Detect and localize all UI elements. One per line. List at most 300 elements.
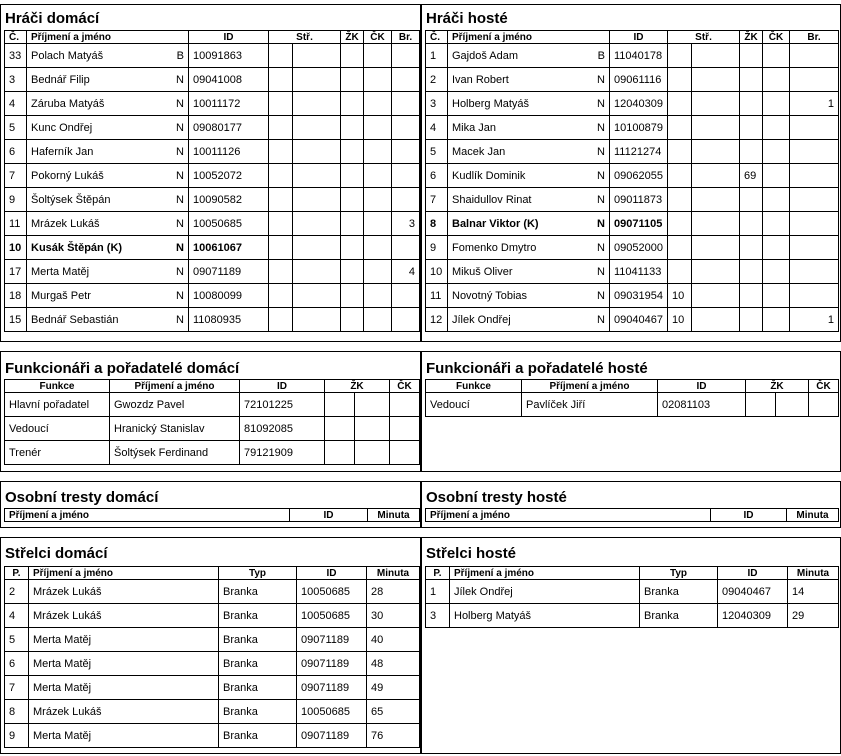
player-name: Šoltýsek Štěpán <box>27 188 167 212</box>
officials-home-table <box>4 379 420 465</box>
player-goals <box>392 164 420 188</box>
player-yellow-card <box>740 284 763 308</box>
player-goals <box>392 308 420 332</box>
player-position: N <box>167 164 189 188</box>
header-no: Č. <box>5 31 27 44</box>
scorer-order: 9 <box>5 724 29 748</box>
table-row <box>5 188 420 212</box>
officials-away-title: Funkcionáři a pořadatelé hosté <box>426 360 648 377</box>
table-row <box>5 284 420 308</box>
scorer-name: Merta Matěj <box>29 628 219 652</box>
player-red-card <box>364 116 392 140</box>
header-id: ID <box>711 509 787 522</box>
player-goals <box>790 236 839 260</box>
header-name: Příjmení a jméno <box>110 380 240 393</box>
table-row <box>5 236 420 260</box>
player-goals <box>790 116 839 140</box>
player-id: 10061067 <box>189 236 269 260</box>
player-id: 10091863 <box>189 44 269 68</box>
player-red-card <box>763 308 790 332</box>
player-name: Haferník Jan <box>27 140 167 164</box>
player-red-card <box>763 164 790 188</box>
player-yellow-card <box>341 140 364 164</box>
table-row <box>426 44 839 68</box>
player-number: 9 <box>426 236 448 260</box>
player-substitution <box>668 44 692 68</box>
empty-cell <box>692 284 740 308</box>
official-red-card <box>390 393 420 417</box>
player-number: 33 <box>5 44 27 68</box>
official-function: Vedoucí <box>5 417 110 441</box>
table-row <box>426 604 839 628</box>
scorers-home-body <box>5 580 420 748</box>
player-id: 11040178 <box>610 44 668 68</box>
players-away-table <box>425 30 839 332</box>
player-name: Bednář Filip <box>27 68 167 92</box>
table-row <box>426 260 839 284</box>
scorer-name: Holberg Matyáš <box>450 604 640 628</box>
header-name: Příjmení a jméno <box>27 31 189 44</box>
player-substitution <box>269 212 293 236</box>
player-position: N <box>588 260 610 284</box>
players-home-body <box>5 44 420 332</box>
empty-cell <box>692 236 740 260</box>
empty-cell <box>325 393 355 417</box>
table-row <box>5 724 420 748</box>
player-substitution <box>668 68 692 92</box>
table-row <box>5 92 420 116</box>
scorer-order: 6 <box>5 652 29 676</box>
player-position: N <box>167 116 189 140</box>
player-substitution: 10 <box>668 284 692 308</box>
player-red-card <box>763 140 790 164</box>
player-number: 8 <box>426 212 448 236</box>
player-position: B <box>167 44 189 68</box>
scorer-minute: 28 <box>367 580 420 604</box>
player-number: 5 <box>5 116 27 140</box>
header-func: Funkce <box>5 380 110 393</box>
official-function: Hlavní pořadatel <box>5 393 110 417</box>
player-goals <box>790 164 839 188</box>
official-name: Gwozdz Pavel <box>110 393 240 417</box>
player-id: 09062055 <box>610 164 668 188</box>
player-yellow-card <box>341 68 364 92</box>
player-substitution <box>269 284 293 308</box>
player-position: N <box>588 68 610 92</box>
player-red-card <box>364 68 392 92</box>
player-name: Kudlík Dominik <box>448 164 588 188</box>
header-id: ID <box>240 380 325 393</box>
player-number: 7 <box>5 164 27 188</box>
player-name: Kunc Ondřej <box>27 116 167 140</box>
player-id: 09041008 <box>189 68 269 92</box>
player-name: Balnar Viktor (K) <box>448 212 588 236</box>
official-yellow-card <box>355 417 390 441</box>
player-position: N <box>588 308 610 332</box>
officials-home-title: Funkcionáři a pořadatelé domácí <box>5 360 240 377</box>
table-row <box>426 284 839 308</box>
official-red-card <box>390 441 420 465</box>
player-yellow-card <box>341 92 364 116</box>
table-row <box>5 44 420 68</box>
empty-cell <box>325 417 355 441</box>
player-name: Bednář Sebastián <box>27 308 167 332</box>
player-goals <box>392 140 420 164</box>
player-red-card <box>364 284 392 308</box>
empty-cell <box>692 260 740 284</box>
header-ck: ČK <box>364 31 392 44</box>
player-yellow-card <box>740 308 763 332</box>
scorer-minute: 29 <box>788 604 839 628</box>
penalties-away-title: Osobní tresty hosté <box>426 489 567 506</box>
player-position: N <box>588 92 610 116</box>
player-goals <box>790 212 839 236</box>
table-row <box>426 140 839 164</box>
scorer-minute: 48 <box>367 652 420 676</box>
player-yellow-card <box>341 188 364 212</box>
player-goals <box>392 284 420 308</box>
table-row <box>426 68 839 92</box>
scorer-name: Mrázek Lukáš <box>29 700 219 724</box>
header-name: Příjmení a jméno <box>450 567 640 580</box>
player-id: 10052072 <box>189 164 269 188</box>
player-name: Ivan Robert <box>448 68 588 92</box>
scorer-type: Branka <box>219 676 297 700</box>
empty-cell <box>293 68 341 92</box>
player-yellow-card <box>341 164 364 188</box>
official-yellow-card <box>776 393 809 417</box>
player-red-card <box>763 212 790 236</box>
player-number: 11 <box>426 284 448 308</box>
player-yellow-card <box>341 44 364 68</box>
player-position: B <box>588 44 610 68</box>
official-id: 79121909 <box>240 441 325 465</box>
player-substitution <box>269 116 293 140</box>
scorer-type: Branka <box>640 580 718 604</box>
scorer-minute: 49 <box>367 676 420 700</box>
player-id: 12040309 <box>610 92 668 116</box>
scorers-home-table <box>4 566 420 748</box>
player-substitution <box>269 236 293 260</box>
official-name: Šoltýsek Ferdinand <box>110 441 240 465</box>
table-row <box>5 417 420 441</box>
official-function: Trenér <box>5 441 110 465</box>
player-red-card <box>763 44 790 68</box>
player-id: 09052000 <box>610 236 668 260</box>
official-id: 02081103 <box>658 393 746 417</box>
player-position: N <box>588 140 610 164</box>
player-yellow-card <box>740 212 763 236</box>
player-goals <box>392 68 420 92</box>
header-minute: Minuta <box>368 509 420 522</box>
header-name: Příjmení a jméno <box>426 509 711 522</box>
table-row <box>5 164 420 188</box>
table-row <box>5 628 420 652</box>
scorer-id: 09071189 <box>297 676 367 700</box>
header-br: Br. <box>790 31 839 44</box>
scorer-order: 7 <box>5 676 29 700</box>
scorer-id: 12040309 <box>718 604 788 628</box>
player-red-card <box>364 188 392 212</box>
player-goals: 1 <box>790 308 839 332</box>
table-row <box>5 700 420 724</box>
player-goals: 1 <box>790 92 839 116</box>
official-name: Hranický Stanislav <box>110 417 240 441</box>
scorer-type: Branka <box>640 604 718 628</box>
empty-cell <box>293 140 341 164</box>
header-no: Č. <box>426 31 448 44</box>
player-name: Merta Matěj <box>27 260 167 284</box>
player-name: Pokorný Lukáš <box>27 164 167 188</box>
player-number: 1 <box>426 44 448 68</box>
player-name: Záruba Matyáš <box>27 92 167 116</box>
table-row <box>426 308 839 332</box>
table-header-row <box>426 509 839 522</box>
player-number: 18 <box>5 284 27 308</box>
player-position: N <box>588 164 610 188</box>
player-red-card <box>763 284 790 308</box>
empty-cell <box>293 308 341 332</box>
player-substitution <box>269 44 293 68</box>
scorer-minute: 76 <box>367 724 420 748</box>
player-name: Holberg Matyáš <box>448 92 588 116</box>
player-red-card <box>364 92 392 116</box>
player-name: Fomenko Dmytro <box>448 236 588 260</box>
player-number: 4 <box>426 116 448 140</box>
scorer-order: 1 <box>426 580 450 604</box>
player-name: Macek Jan <box>448 140 588 164</box>
empty-cell <box>692 308 740 332</box>
player-substitution <box>668 140 692 164</box>
player-substitution <box>668 260 692 284</box>
player-name: Novotný Tobias <box>448 284 588 308</box>
header-name: Příjmení a jméno <box>5 509 290 522</box>
table-header-row <box>426 567 839 580</box>
scorer-id: 10050685 <box>297 700 367 724</box>
table-row <box>426 116 839 140</box>
scorer-minute: 40 <box>367 628 420 652</box>
empty-cell <box>293 188 341 212</box>
player-yellow-card <box>740 260 763 284</box>
players-home-title: Hráči domácí <box>5 10 100 27</box>
official-id: 72101225 <box>240 393 325 417</box>
scorer-type: Branka <box>219 724 297 748</box>
player-id: 09071105 <box>610 212 668 236</box>
player-id: 10011172 <box>189 92 269 116</box>
scorer-name: Merta Matěj <box>29 652 219 676</box>
table-header-row <box>426 31 839 44</box>
player-red-card <box>763 68 790 92</box>
player-yellow-card <box>341 116 364 140</box>
player-position: N <box>167 236 189 260</box>
player-number: 4 <box>5 92 27 116</box>
header-id: ID <box>290 509 368 522</box>
player-yellow-card <box>341 236 364 260</box>
table-row <box>426 212 839 236</box>
scorer-order: 5 <box>5 628 29 652</box>
player-position: N <box>167 188 189 212</box>
player-yellow-card <box>740 116 763 140</box>
player-goals <box>392 236 420 260</box>
player-position: N <box>167 68 189 92</box>
header-func: Funkce <box>426 380 522 393</box>
player-red-card <box>364 308 392 332</box>
player-name: Shaidullov Rinat <box>448 188 588 212</box>
empty-cell <box>692 188 740 212</box>
players-away-title: Hráči hosté <box>426 10 508 27</box>
player-yellow-card <box>740 188 763 212</box>
header-zk: ŽK <box>325 380 390 393</box>
header-name: Příjmení a jméno <box>29 567 219 580</box>
scorer-id: 09071189 <box>297 628 367 652</box>
player-name: Mika Jan <box>448 116 588 140</box>
scorer-id: 09071189 <box>297 652 367 676</box>
scorer-name: Jílek Ondřej <box>450 580 640 604</box>
header-minute: Minuta <box>787 509 839 522</box>
empty-cell <box>692 212 740 236</box>
player-number: 2 <box>426 68 448 92</box>
scorer-name: Mrázek Lukáš <box>29 580 219 604</box>
table-row <box>5 212 420 236</box>
player-yellow-card <box>341 260 364 284</box>
player-substitution <box>269 188 293 212</box>
official-yellow-card <box>355 393 390 417</box>
scorer-type: Branka <box>219 700 297 724</box>
scorer-id: 09071189 <box>297 724 367 748</box>
player-id: 09040467 <box>610 308 668 332</box>
header-zk: ŽK <box>740 31 763 44</box>
header-name: Příjmení a jméno <box>448 31 610 44</box>
empty-cell <box>293 236 341 260</box>
header-br: Br. <box>392 31 420 44</box>
scorer-minute: 14 <box>788 580 839 604</box>
player-goals: 3 <box>392 212 420 236</box>
player-substitution <box>269 92 293 116</box>
player-id: 10011126 <box>189 140 269 164</box>
player-number: 11 <box>5 212 27 236</box>
table-row <box>5 676 420 700</box>
player-number: 17 <box>5 260 27 284</box>
player-id: 10050685 <box>189 212 269 236</box>
player-position: N <box>167 212 189 236</box>
empty-cell <box>293 212 341 236</box>
empty-cell <box>293 92 341 116</box>
header-type: Typ <box>640 567 718 580</box>
empty-cell <box>692 68 740 92</box>
player-goals <box>392 116 420 140</box>
player-red-card <box>763 236 790 260</box>
player-substitution <box>668 212 692 236</box>
player-substitution <box>668 92 692 116</box>
official-function: Vedoucí <box>426 393 522 417</box>
player-red-card <box>763 92 790 116</box>
player-number: 7 <box>426 188 448 212</box>
player-yellow-card <box>740 236 763 260</box>
empty-cell <box>692 164 740 188</box>
player-yellow-card <box>740 140 763 164</box>
player-goals <box>790 68 839 92</box>
penalties-away-table <box>425 508 839 522</box>
players-away-body <box>426 44 839 332</box>
header-p: P. <box>5 567 29 580</box>
header-id: ID <box>658 380 746 393</box>
player-yellow-card <box>740 92 763 116</box>
player-goals <box>790 260 839 284</box>
player-goals: 4 <box>392 260 420 284</box>
table-row <box>426 188 839 212</box>
players-home-table <box>4 30 420 332</box>
header-id: ID <box>718 567 788 580</box>
scorers-away-title: Střelci hosté <box>426 545 517 562</box>
player-id: 10090582 <box>189 188 269 212</box>
player-red-card <box>364 236 392 260</box>
player-substitution <box>269 260 293 284</box>
header-type: Typ <box>219 567 297 580</box>
player-name: Kusák Štěpán (K) <box>27 236 167 260</box>
official-red-card <box>390 417 420 441</box>
table-row <box>5 116 420 140</box>
player-number: 3 <box>426 92 448 116</box>
player-red-card <box>763 116 790 140</box>
scorer-type: Branka <box>219 628 297 652</box>
player-substitution <box>269 164 293 188</box>
table-row <box>5 580 420 604</box>
player-goals <box>392 44 420 68</box>
header-minute: Minuta <box>367 567 420 580</box>
player-position: N <box>588 284 610 308</box>
table-header-row <box>5 567 420 580</box>
player-name: Mrázek Lukáš <box>27 212 167 236</box>
player-id: 09071189 <box>189 260 269 284</box>
header-name: Příjmení a jméno <box>522 380 658 393</box>
official-yellow-card <box>355 441 390 465</box>
player-substitution: 10 <box>668 308 692 332</box>
officials-away-table <box>425 379 839 417</box>
player-id: 10100879 <box>610 116 668 140</box>
player-id: 09011873 <box>610 188 668 212</box>
table-header-row <box>5 31 420 44</box>
table-row <box>426 236 839 260</box>
penalties-home-title: Osobní tresty domácí <box>5 489 159 506</box>
scorers-away-table <box>425 566 839 628</box>
empty-cell <box>293 284 341 308</box>
table-row <box>5 652 420 676</box>
header-minute: Minuta <box>788 567 839 580</box>
empty-cell <box>293 116 341 140</box>
player-number: 9 <box>5 188 27 212</box>
player-name: Polach Matyáš <box>27 44 167 68</box>
table-row <box>5 260 420 284</box>
player-position: N <box>167 284 189 308</box>
header-ck: ČK <box>809 380 839 393</box>
player-goals <box>790 140 839 164</box>
player-name: Murgaš Petr <box>27 284 167 308</box>
player-position: N <box>588 188 610 212</box>
officials-home-body <box>5 393 420 465</box>
player-number: 5 <box>426 140 448 164</box>
player-id: 09080177 <box>189 116 269 140</box>
header-ck: ČK <box>390 380 420 393</box>
player-name: Mikuš Oliver <box>448 260 588 284</box>
header-zk: ŽK <box>341 31 364 44</box>
player-substitution <box>269 68 293 92</box>
table-header-row <box>5 380 420 393</box>
scorers-home-title: Střelci domácí <box>5 545 108 562</box>
player-id: 09031954 <box>610 284 668 308</box>
player-position: N <box>167 92 189 116</box>
table-row <box>426 92 839 116</box>
player-substitution <box>668 164 692 188</box>
